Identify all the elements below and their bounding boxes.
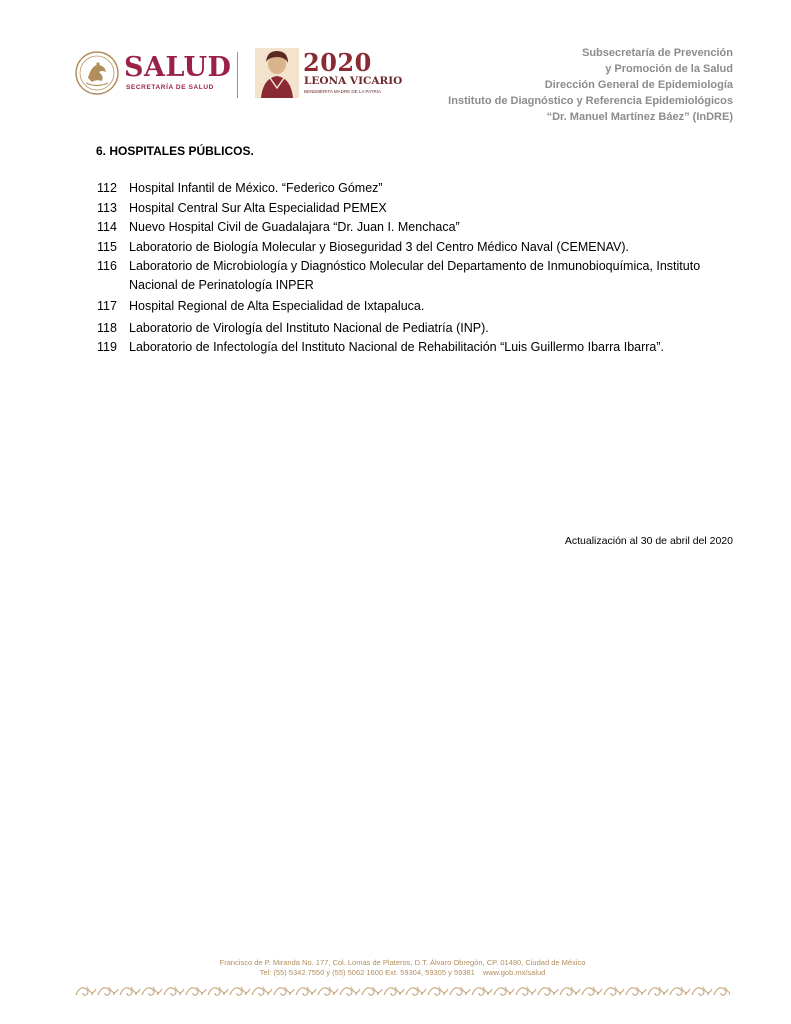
institution-line: Instituto de Diagnóstico y Referencia Epidemiológicos [448, 95, 733, 107]
institution-line: y Promoción de la Salud [605, 63, 733, 75]
anniversary-logo [255, 48, 403, 100]
item-text: Hospital Central Sur Alta Especialidad PEMEX [129, 200, 387, 215]
list-item [97, 297, 747, 316]
item-number: 118 [97, 320, 117, 335]
list-item [97, 319, 747, 338]
item-number: 115 [97, 239, 117, 254]
leona-vicario-portrait-icon [255, 48, 299, 98]
list-item [97, 179, 747, 198]
item-number: 114 [97, 220, 117, 234]
footer-website: www.gob.mx/salud [482, 968, 546, 977]
institution-line: Subsecretaría de Prevención [581, 47, 733, 59]
footer-address: Francisco de P. Miranda No. 177, Col. Lomas de Plateros, D.T. Álvaro Obregón, CP. 01480, Ciudad de México [219, 958, 586, 967]
item-text: Hospital Regional de Alta Especialidad de Ixtapaluca. [129, 299, 425, 313]
institution-line: Dirección General de Epidemiología [544, 79, 733, 91]
item-text: Hospital Infantil de México. “Federico Gómez” [129, 181, 383, 195]
list-item [97, 199, 747, 218]
item-number: 116 [97, 259, 117, 273]
institution-block [448, 45, 733, 125]
list-item [97, 218, 747, 237]
list-item [97, 238, 747, 257]
anniversary-name: LEONA VICARIO [304, 75, 403, 87]
item-text: Laboratorio de Virología del Instituto Nacional de Pediatría (INP). [129, 320, 489, 335]
salud-subtitle: SECRETARÍA DE SALUD [126, 84, 214, 91]
item-text: Laboratorio de Biología Molecular y Bioseguridad 3 del Centro Médico Naval (CEMENAV). [129, 239, 630, 254]
page-footer [75, 958, 730, 978]
anniversary-year: 2020 [303, 48, 372, 77]
anniversary-subtitle: BENEMÉRITA MADRE DE LA PATRIA [304, 89, 382, 94]
item-number: 117 [97, 299, 117, 313]
hospital-list [97, 179, 747, 358]
section-title: 6. HOSPITALES PÚBLICOS. [96, 144, 254, 158]
salud-logo [74, 50, 234, 98]
item-number: 112 [97, 181, 117, 195]
logo-divider [237, 52, 238, 98]
coat-of-arms-seal-icon [74, 50, 120, 96]
salud-wordmark: SALUD [124, 52, 232, 83]
item-number: 119 [97, 340, 117, 354]
list-item [97, 257, 747, 294]
item-number: 113 [97, 200, 117, 215]
item-text: Laboratorio de Infectología del Instituto Nacional de Rehabilitación “Luis Guillermo Ibarra Ibarra”. [129, 340, 665, 354]
greca-ornament-icon [75, 983, 730, 999]
item-text: Nuevo Hospital Civil de Guadalajara “Dr. Juan I. Menchaca” [129, 220, 460, 234]
item-text: Laboratorio de Microbiología y Diagnóstico Molecular del Departamento de Inmunobioquímica, Instituto Nacional de Perinatología INPER [129, 259, 701, 292]
update-note: Actualización al 30 de abril del 2020 [564, 535, 733, 547]
page-header [0, 0, 791, 140]
footer-contact [75, 968, 730, 978]
footer-phones: Tel: (55) 5342 7550 y (55) 5062 1600 Ext. 59304, 59305 y 59381 [259, 968, 475, 977]
institution-line: “Dr. Manuel Martínez Báez” (InDRE) [546, 111, 733, 123]
list-item [97, 338, 747, 357]
